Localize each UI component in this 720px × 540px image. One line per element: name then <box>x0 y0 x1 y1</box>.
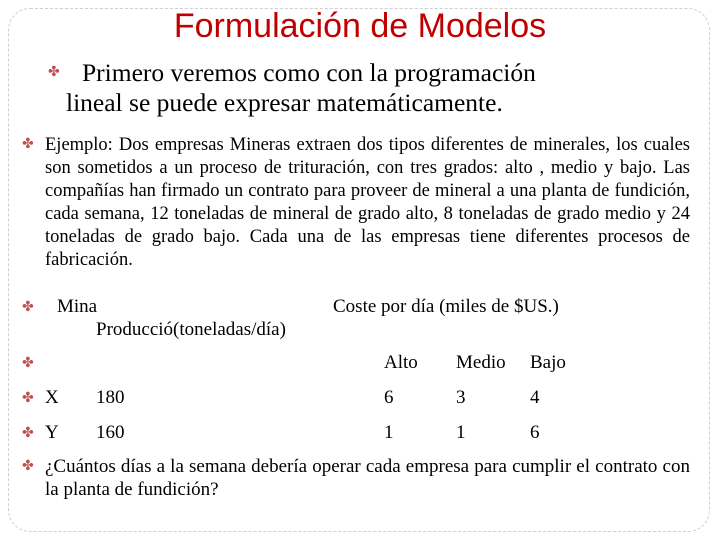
curl-bullet-icon: ✤ <box>22 425 34 441</box>
header-produccion: Producció(toneladas/día) <box>96 319 286 340</box>
row-y-alto: 1 <box>384 422 394 443</box>
intro-line-2: lineal se puede expresar matemáticamente. <box>66 88 503 117</box>
intro-line-1: Primero veremos como con la programación <box>82 58 536 87</box>
row-y-mina: Y <box>45 422 59 443</box>
header-bajo: Bajo <box>530 352 566 373</box>
curl-bullet-icon: ✤ <box>22 355 34 371</box>
header-medio: Medio <box>456 352 506 373</box>
row-y-produccion: 160 <box>96 422 125 443</box>
row-x-mina: X <box>45 387 59 408</box>
curl-bullet-icon: ✤ <box>48 64 60 80</box>
row-y-bajo: 6 <box>530 422 540 443</box>
row-y-medio: 1 <box>456 422 466 443</box>
question-paragraph: ¿Cuántos días a la semana debería operar cada empresa para cumplir el contrato con la planta de fundición? <box>45 456 690 500</box>
header-coste: Coste por día (miles de $US.) <box>333 296 559 317</box>
curl-bullet-icon: ✤ <box>22 458 34 474</box>
curl-bullet-icon: ✤ <box>22 136 34 152</box>
row-x-bajo: 4 <box>530 387 540 408</box>
header-alto: Alto <box>384 352 418 373</box>
intro-paragraph <box>66 58 686 118</box>
slide-title: Formulación de Modelos <box>173 7 547 45</box>
row-x-produccion: 180 <box>96 387 125 408</box>
example-paragraph: Ejemplo: Dos empresas Mineras extraen dos tipos diferentes de minerales, los cuales son sometidos a un proceso de trituración, con tres grados: alto , medio y bajo. Las compañías han firmado un contrato para proveer de mineral a una planta de fundición, cada semana, 12 toneladas de mineral de grado alto, 8 toneladas de grado medio y 24 toneladas de grado bajo. Cada una de las empresas tiene diferentes procesos de fabricación. <box>45 135 690 270</box>
curl-bullet-icon: ✤ <box>22 390 34 406</box>
row-x-medio: 3 <box>456 387 466 408</box>
curl-bullet-icon: ✤ <box>22 299 34 315</box>
row-x-alto: 6 <box>384 387 394 408</box>
header-mina: Mina <box>57 296 98 317</box>
